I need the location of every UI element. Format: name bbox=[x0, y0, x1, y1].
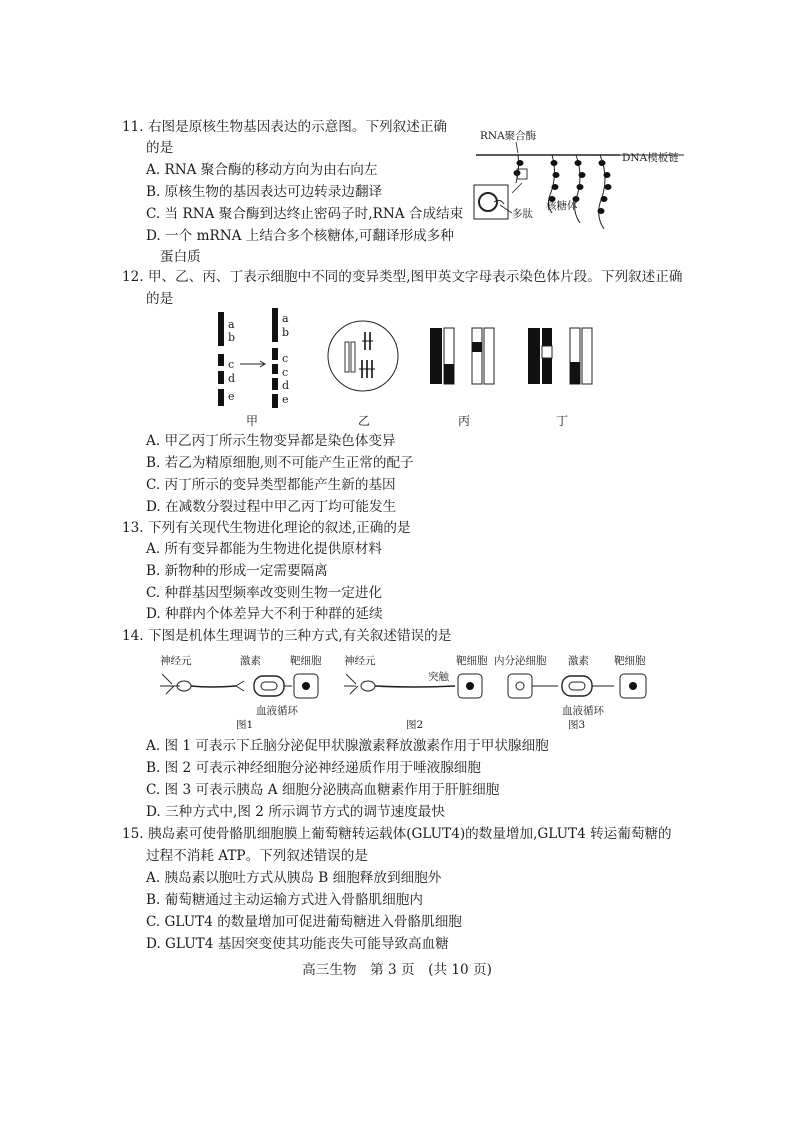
figure-1 bbox=[160, 654, 322, 731]
q12-option-b: B. 若乙为精原细胞,则不可能产生正常的配子 bbox=[146, 455, 414, 471]
q13-option-a: A. 所有变异都能为生物进化提供原材料 bbox=[146, 541, 382, 557]
q15-stem: 15. 胰岛素可使骨骼肌细胞膜上葡萄糖转运载体(GLUT4)的数量增加,GLUT4 转运葡萄糖的 bbox=[122, 826, 672, 842]
svg-text:突触: 突触 bbox=[428, 671, 449, 683]
q14-regulation-figure bbox=[158, 650, 658, 732]
svg-text:b: b bbox=[228, 331, 236, 344]
q11-option-c: C. 当 RNA 聚合酶到达终止密码子时,RNA 合成结束 bbox=[146, 206, 464, 222]
caption-jia: 甲 bbox=[246, 414, 259, 428]
q14-option-b: B. 图 2 可表示神经细胞分泌神经递质作用于唾液腺细胞 bbox=[146, 760, 481, 776]
q11-option-d: D. 一个 mRNA 上结合多个核糖体,可翻译形成多种 bbox=[146, 228, 454, 244]
q11-stem-cont: 的是 bbox=[146, 140, 174, 156]
q13-option-c: C. 种群基因型频率改变则生物一定进化 bbox=[146, 585, 383, 601]
q15-option-b: B. 葡萄糖通过主动运输方式进入骨骼肌细胞内 bbox=[146, 892, 423, 908]
svg-text:c: c bbox=[228, 358, 235, 371]
dna-template-label: DNA模板链 bbox=[622, 152, 679, 164]
q14-option-c: C. 图 3 可表示胰岛 A 细胞分泌胰高血糖素作用于肝脏细胞 bbox=[146, 782, 500, 798]
q12-stem: 12. 甲、乙、丙、丁表示细胞中不同的变异类型,图甲英文字母表示染色体片段。下列叙述正确 bbox=[122, 269, 683, 285]
q11-option-d-cont: 蛋白质 bbox=[160, 249, 201, 265]
svg-text:激素: 激素 bbox=[568, 655, 589, 667]
q14-option-a: A. 图 1 可表示下丘脑分泌促甲状腺激素释放激素作用于甲状腺细胞 bbox=[146, 738, 549, 754]
rna-polymerase-label: RNA聚合酶 bbox=[480, 130, 537, 142]
q11-option-a: A. RNA 聚合酶的移动方向为由右向左 bbox=[146, 162, 378, 178]
figure-2 bbox=[344, 654, 488, 731]
ding-chromosomes bbox=[528, 328, 592, 384]
q12-stem-cont: 的是 bbox=[146, 291, 174, 307]
peptide-label: 多肽 bbox=[512, 208, 533, 220]
svg-text:a: a bbox=[228, 318, 235, 331]
svg-text:内分泌细胞: 内分泌细胞 bbox=[494, 655, 547, 667]
svg-text:c: c bbox=[282, 366, 289, 379]
svg-text:图1: 图1 bbox=[236, 719, 254, 731]
svg-text:神经元: 神经元 bbox=[344, 655, 376, 667]
q12-option-c: C. 丙丁所示的变异类型都能产生新的基因 bbox=[146, 477, 396, 493]
svg-text:e: e bbox=[228, 390, 235, 403]
caption-bing: 丙 bbox=[458, 414, 471, 428]
q13-option-d: D. 种群内个体差异大不利于种群的延续 bbox=[146, 606, 383, 622]
bing-chromosomes bbox=[430, 328, 494, 384]
svg-text:e: e bbox=[282, 393, 289, 406]
q15-stem-cont: 过程不消耗 ATP。下列叙述错误的是 bbox=[146, 848, 368, 864]
svg-text:d: d bbox=[228, 372, 236, 385]
yi-cell bbox=[328, 321, 398, 391]
ribosome-label: 核糖体 bbox=[546, 200, 578, 212]
svg-text:图2: 图2 bbox=[406, 719, 424, 731]
svg-text:a: a bbox=[282, 312, 289, 325]
caption-yi: 乙 bbox=[358, 414, 371, 428]
q12-chromosome-figure bbox=[200, 306, 620, 430]
svg-text:c: c bbox=[282, 352, 289, 365]
q13-stem: 13. 下列有关现代生物进化理论的叙述,正确的是 bbox=[122, 520, 411, 536]
q14-stem: 14. 下图是机体生理调节的三种方式,有关叙述错误的是 bbox=[122, 628, 452, 644]
svg-text:神经元: 神经元 bbox=[160, 655, 192, 667]
q13-option-b: B. 新物种的形成一定需要隔离 bbox=[146, 563, 328, 579]
q12-option-a: A. 甲乙丙丁所示生物变异都是染色体变异 bbox=[146, 433, 396, 449]
jia-chromosome-left bbox=[218, 312, 235, 406]
figure-3 bbox=[494, 654, 646, 731]
svg-text:靶细胞: 靶细胞 bbox=[614, 655, 646, 667]
q11-option-b: B. 原核生物的基因表达可边转录边翻译 bbox=[146, 184, 383, 200]
q11-stem: 11. 右图是原核生物基因表达的示意图。下列叙述正确 bbox=[122, 119, 448, 135]
q15-option-a: A. 胰岛素以胞吐方式从胰岛 B 细胞释放到细胞外 bbox=[146, 870, 442, 886]
svg-text:激素: 激素 bbox=[240, 655, 261, 667]
q14-option-d: D. 三种方式中,图 2 所示调节方式的调节速度最快 bbox=[146, 804, 445, 820]
svg-text:b: b bbox=[282, 326, 290, 339]
q12-option-d: D. 在减数分裂过程中甲乙丙丁均可能发生 bbox=[146, 499, 397, 515]
svg-text:d: d bbox=[282, 379, 290, 392]
svg-text:图3: 图3 bbox=[568, 719, 586, 731]
jia-chromosome-right bbox=[272, 308, 289, 408]
caption-ding: 丁 bbox=[556, 414, 569, 428]
q15-option-d: D. GLUT4 基因突变使其功能丧失可能导致高血糖 bbox=[146, 936, 449, 952]
q11-gene-expression-figure bbox=[470, 125, 690, 235]
svg-text:血液循环: 血液循环 bbox=[256, 705, 298, 717]
page-footer: 高三生物 第 3 页 (共 10 页) bbox=[302, 962, 492, 978]
svg-text:血液循环: 血液循环 bbox=[562, 705, 604, 717]
svg-text:靶细胞: 靶细胞 bbox=[290, 655, 322, 667]
svg-text:靶细胞: 靶细胞 bbox=[456, 655, 488, 667]
q15-option-c: C. GLUT4 的数量增加可促进葡萄糖进入骨骼肌细胞 bbox=[146, 914, 462, 930]
